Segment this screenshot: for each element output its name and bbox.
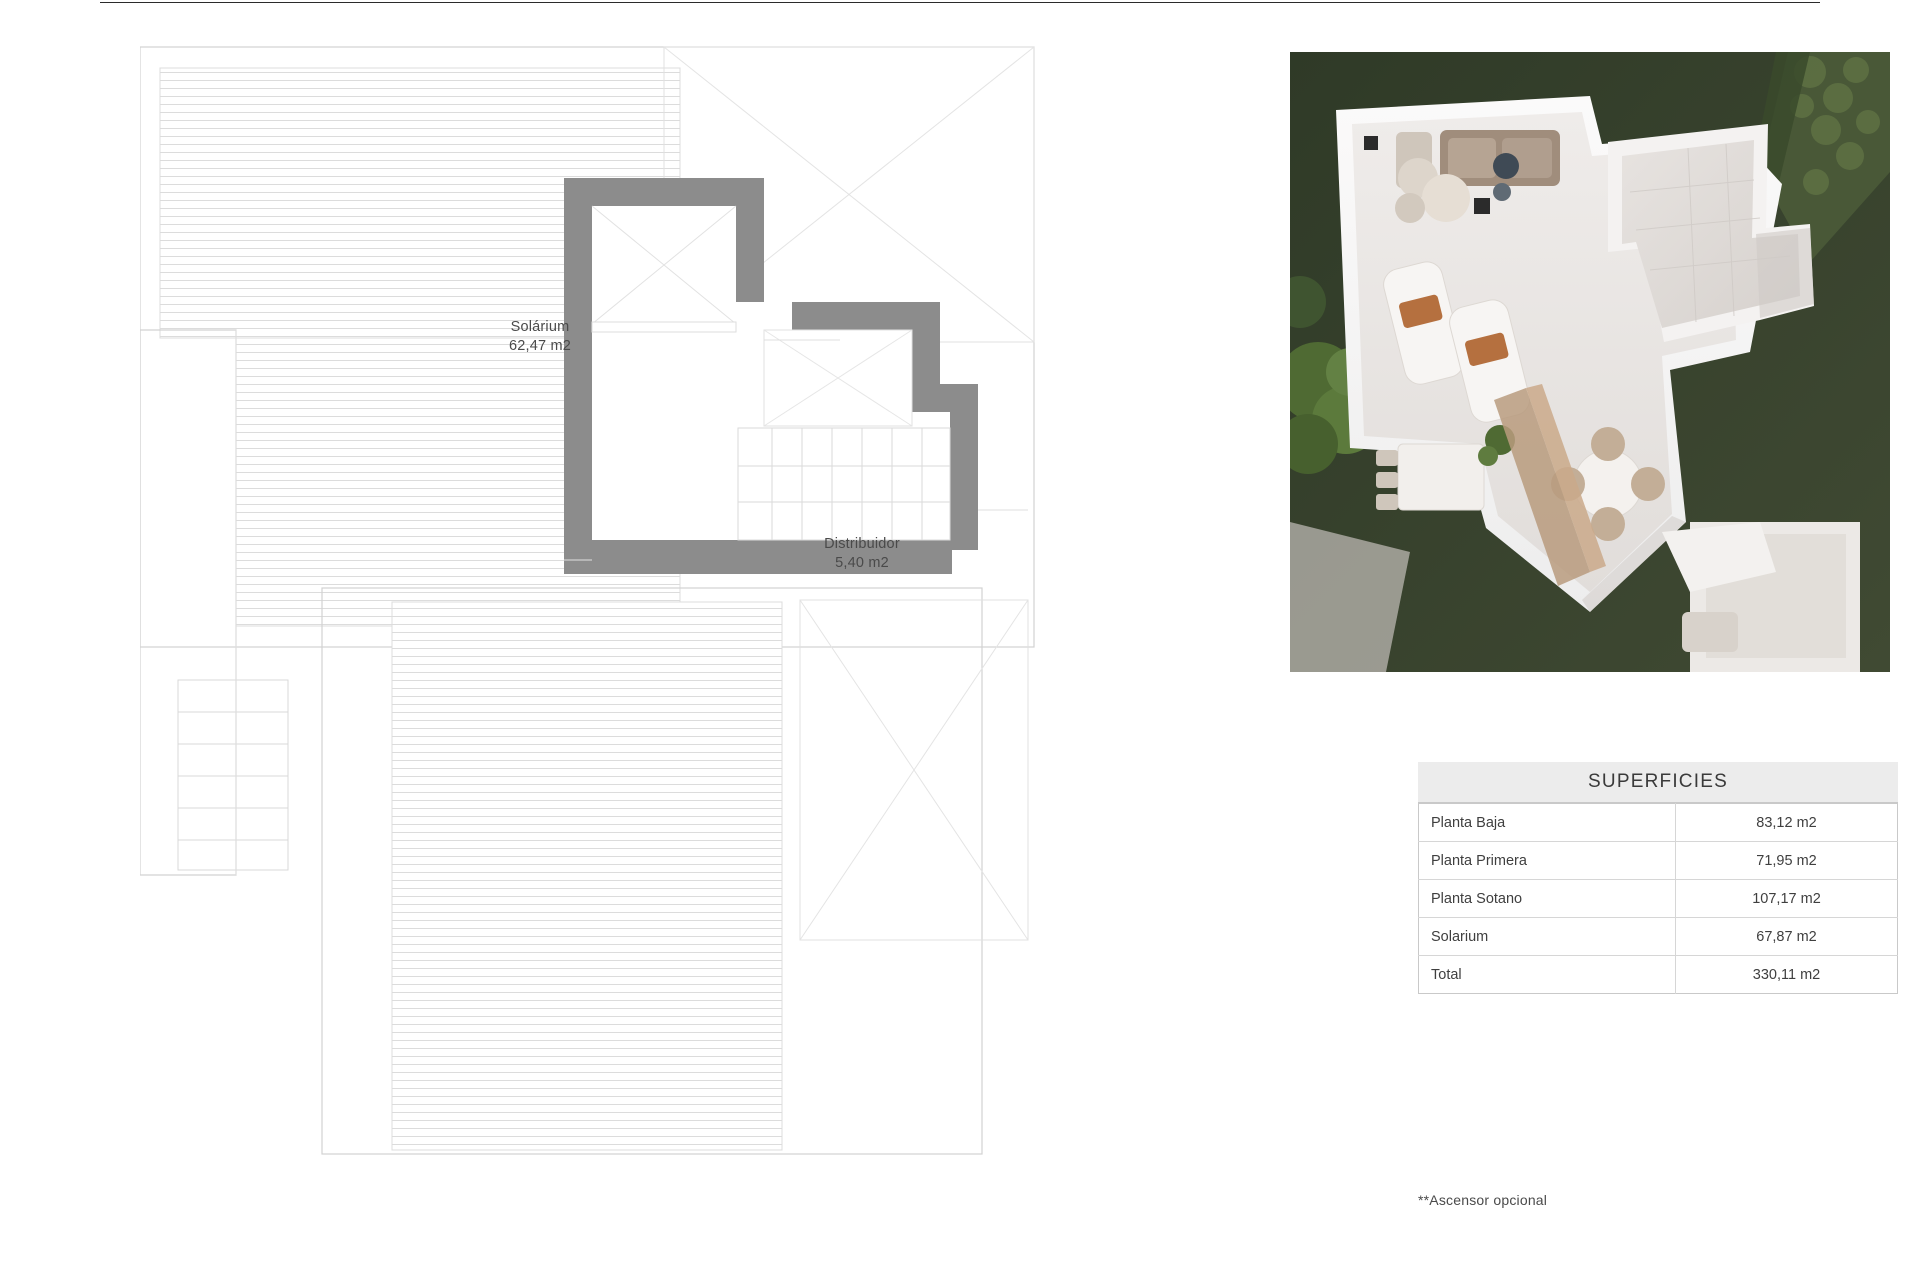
plan-left-lower-outline [140,330,236,875]
solarium-deck-lower [392,602,782,1150]
row-label: Planta Sotano [1419,880,1676,918]
table-row [1419,880,1898,918]
superficies-table [1418,762,1898,994]
plan-outline-group [140,47,1034,1154]
plan-lower-right-void [800,600,1028,940]
floor-plan-solarium [140,40,1180,1170]
row-value: 330,11 m2 [1676,956,1898,994]
plan-left-grid [178,680,288,870]
table-row [1419,804,1898,842]
plan-openings [592,206,736,332]
aerial-render-image [1290,52,1890,672]
table-row [1419,918,1898,956]
room-label-distribuidor [782,535,942,573]
render-bottom-structures [1662,522,1860,672]
table-row [1419,956,1898,994]
footnote-elevator: **Ascensor opcional [1418,1192,1548,1208]
row-label: Planta Baja [1419,804,1676,842]
row-label: Planta Primera [1419,842,1676,880]
room-label-solarium [450,318,630,356]
row-value: 67,87 m2 [1676,918,1898,956]
row-value: 71,95 m2 [1676,842,1898,880]
room-name: Distribuidor [824,536,900,552]
page-top-rule [100,2,1820,3]
room-area: 5,40 m2 [835,555,889,571]
row-label: Solarium [1419,918,1676,956]
table-row [1419,842,1898,880]
room-name: Solárium [510,319,570,335]
row-value: 83,12 m2 [1756,814,1817,831]
row-label: Total [1419,956,1676,994]
row-value: 107,17 m2 [1676,880,1898,918]
superficies-table-title: SUPERFICIES [1418,762,1898,803]
room-area: 62,47 m2 [508,338,572,354]
